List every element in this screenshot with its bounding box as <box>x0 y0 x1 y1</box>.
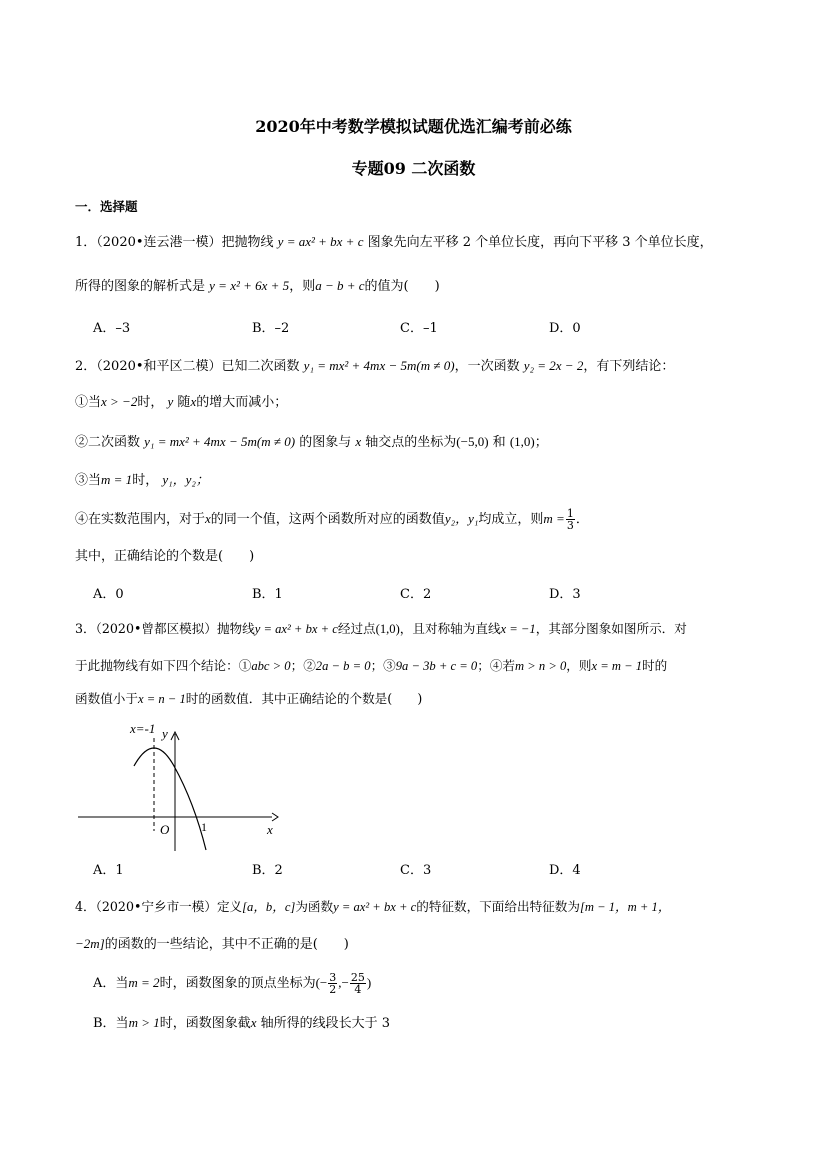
q2-statement-1: ①当x > −2时， y 随x的增大而减小； <box>75 394 288 410</box>
document-title: 2020年中考数学模拟试题优选汇编考前必练 <box>255 117 572 136</box>
q1-option-c[interactable]: C．–1 <box>400 321 438 336</box>
q2-option-c[interactable]: C．2 <box>400 587 432 602</box>
q3-line-1: 3．（2020•曾都区模拟）抛物线y = ax² + bx + c经过点(1,0)，且对称轴为直线x = −1，其部分图象如图所示．对 <box>75 621 687 636</box>
fraction-three-halves: $\frac{3}{2}$ <box>329 971 337 996</box>
q2-option-d[interactable]: D．3 <box>549 587 581 602</box>
q2-statement-3: ③当m = 1时， y₁，y₂； <box>75 472 209 488</box>
q4-line-1: 4．（2020•宁乡市一模）定义[a，b，c]为函数y = ax² + bx + c的特征数，下面给出特征数为[m − 1，m + 1， <box>75 899 671 914</box>
tick-label-one: 1 <box>201 820 207 834</box>
axis-of-symmetry-label: x=-1 <box>130 721 156 736</box>
q3-line-3: 函数值小于x = n − 1时的函数值．其中正确结论的个数是( ) <box>75 691 423 706</box>
x-axis-arrow-icon <box>272 813 278 821</box>
q1-option-b[interactable]: B．–2 <box>252 321 290 336</box>
q3-option-c[interactable]: C．3 <box>400 863 432 878</box>
parabola-curve <box>134 748 206 850</box>
q3-option-d[interactable]: D．4 <box>549 863 581 878</box>
origin-label: O <box>160 822 170 837</box>
q2-option-b[interactable]: B．1 <box>252 587 283 602</box>
q2-question: 其中，正确结论的个数是( ) <box>75 549 255 564</box>
document-subtitle: 专题09 二次函数 <box>351 159 476 178</box>
q4-line-2: −2m]的函数的一些结论，其中不正确的是( ) <box>75 936 349 952</box>
q3-option-b[interactable]: B．2 <box>252 863 283 878</box>
q2-statement-4: ④在实数范围内，对于x的同一个值，这两个函数所对应的函数值y₂，y₁均成立，则m = $\frac{1}{3}$ ． <box>75 507 589 532</box>
q3-line-2: 于此抛物线有如下四个结论：①abc > 0；②2a − b = 0；③9a − 3b + c = 0；④若m > n > 0，则x = m − 1时的 <box>75 658 668 673</box>
q3-parabola-graph <box>76 718 286 852</box>
q2-option-a[interactable]: A．0 <box>93 587 124 602</box>
q4-option-b[interactable]: B．当m > 1时，函数图象截x 轴所得的线段长大于 3 <box>93 1015 391 1031</box>
fraction-twentyfive-quarters: $\frac{25}{4}$ <box>350 971 365 996</box>
section-heading: 一．选择题 <box>75 199 138 214</box>
q1-line-2: 所得的图象的解析式是 y = x² + 6x + 5，则a − b + c的值为( ) <box>75 278 440 294</box>
q1-option-d[interactable]: D．0 <box>549 321 581 336</box>
y-axis-label: y <box>162 726 168 741</box>
fraction-one-third: $\frac{1}{3}$ <box>566 507 574 532</box>
q2-line-1: 2．（2020•和平区二模）已知二次函数 y₁ = mx² + 4mx − 5m(m ≠ 0)，一次函数 y₂ = 2x − 2，有下列结论： <box>75 358 675 374</box>
q1-expr: y = ax² + bx + c <box>277 234 364 249</box>
q3-option-a[interactable]: A．1 <box>93 863 124 878</box>
x-axis-label: x <box>267 822 273 837</box>
q2-statement-2: ②二次函数 y₁ = mx² + 4mx − 5m(m ≠ 0) 的图象与 x 轴交点的坐标为(−5,0) 和 (1,0)； <box>75 434 548 450</box>
q1-option-a[interactable]: A．–3 <box>93 321 131 336</box>
q1-line-1: 1．（2020•连云港一模）把抛物线 y = ax² + bx + c 图象先向左平移 2 个单位长度，再向下平移 3 个单位长度， <box>75 234 713 250</box>
q4-option-a[interactable]: A．当m = 2时，函数图象的顶点坐标为(− $\frac{3}{2}$ ,− $\frac{25}{4}$ ) <box>93 971 372 996</box>
